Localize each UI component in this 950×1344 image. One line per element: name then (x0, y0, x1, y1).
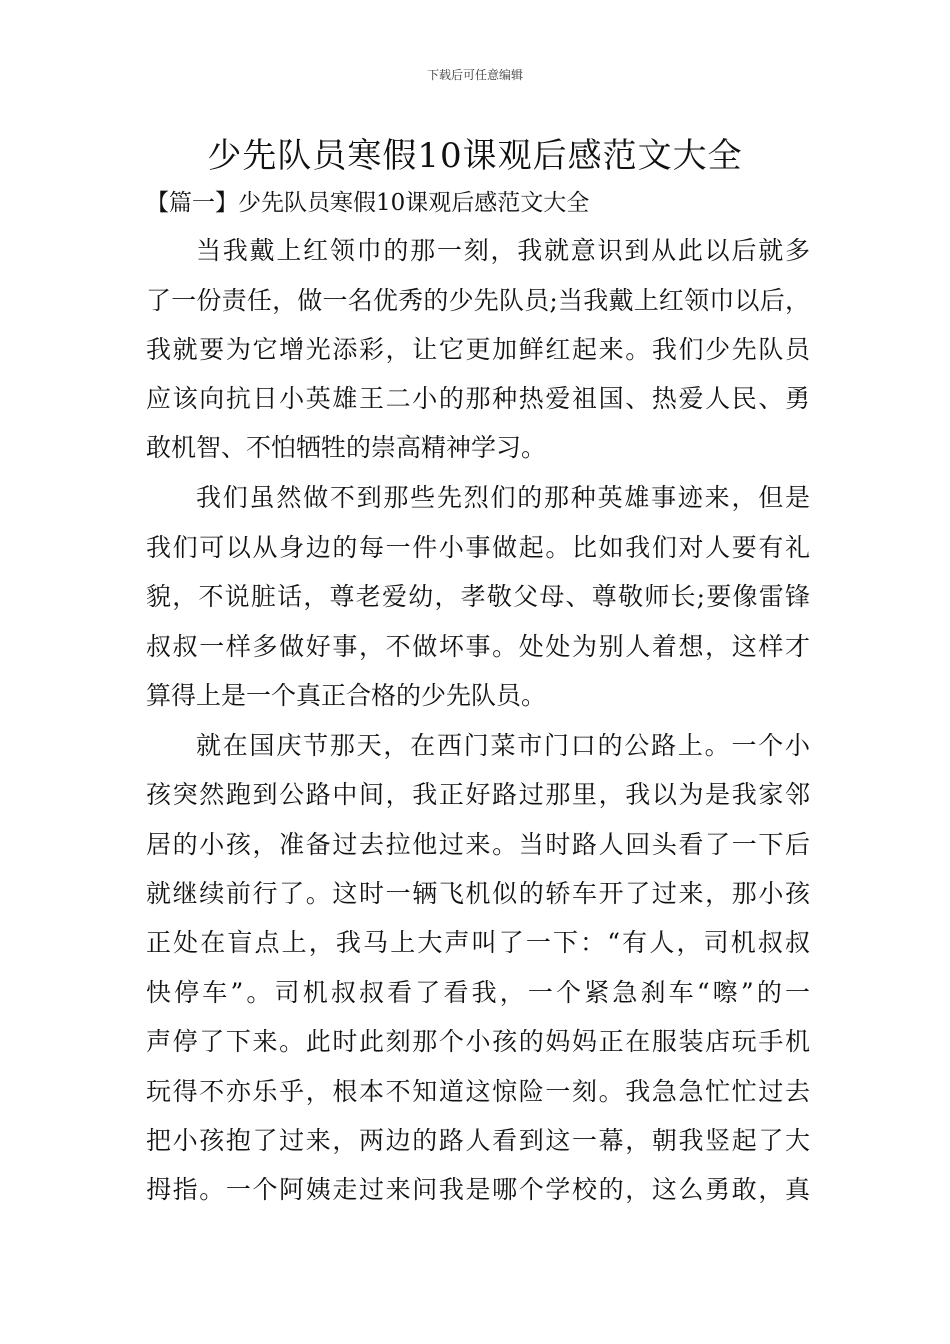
text-line: 当我戴上红领巾的那一刻，我就意识到从此以后就多 (196, 236, 810, 265)
header-note: 下载后可任意编辑 (426, 68, 523, 82)
text-line: 算得上是一个真正合格的少先队员。 (146, 681, 547, 710)
text-line: 就继续前行了。这时一辆飞机似的轿车开了过来，那小孩 (146, 879, 810, 908)
text-line: 孩突然跑到公路中间，我正好路过那里，我以为是我家邻 (146, 780, 810, 809)
text-line: 就在国庆节那天，在西门菜市门口的公路上。一个小 (196, 731, 810, 760)
text-line: 我就要为它增光添彩，让它更加鲜红起来。我们少先队员 (146, 335, 810, 364)
text-line: 我们可以从身边的每一件小事做起。比如我们对人要有礼 (146, 533, 810, 562)
text-line: 拇指。一个阿姨走过来问我是哪个学校的，这么勇敢，真 (146, 1175, 810, 1204)
text-line: 了一份责任，做一名优秀的少先队员;当我戴上红领巾以后， (146, 286, 810, 315)
text-line: 居的小孩，准备过去拉他过来。当时路人回头看了一下后 (146, 830, 810, 859)
text-line: 貌，不说脏话，尊老爱幼，孝敬父母、尊敬师长;要像雷锋 (146, 582, 810, 611)
text-line: 玩得不亦乐乎，根本不知道这惊险一刻。我急急忙忙过去 (146, 1077, 810, 1106)
text-line: 正处在盲点上，我马上大声叫了一下：“有人，司机叔叔 (146, 928, 810, 957)
text-line: 快停车”。司机叔叔看了看我，一个紧急刹车“嚓”的一 (146, 978, 810, 1007)
text-line: 应该向抗日小英雄王二小的那种热爱祖国、热爱人民、勇 (146, 384, 810, 413)
text-line: 把小孩抱了过来，两边的路人看到这一幕，朝我竖起了大 (146, 1126, 810, 1155)
document-title: 少先队员寒假10课观后感范文大全 (207, 136, 743, 176)
text-line: 叔叔一样多做好事，不做坏事。处处为别人着想，这样才 (146, 632, 810, 661)
text-line: 敢机智、不怕牺牲的崇高精神学习。 (146, 433, 547, 462)
section-heading: 【篇一】少先队员寒假10课观后感范文大全 (146, 190, 590, 216)
text-line: 声停了下来。此时此刻那个小孩的妈妈正在服装店玩手机 (146, 1027, 810, 1056)
text-line: 我们虽然做不到那些先烈们的那种英雄事迹来，但是 (196, 483, 810, 512)
